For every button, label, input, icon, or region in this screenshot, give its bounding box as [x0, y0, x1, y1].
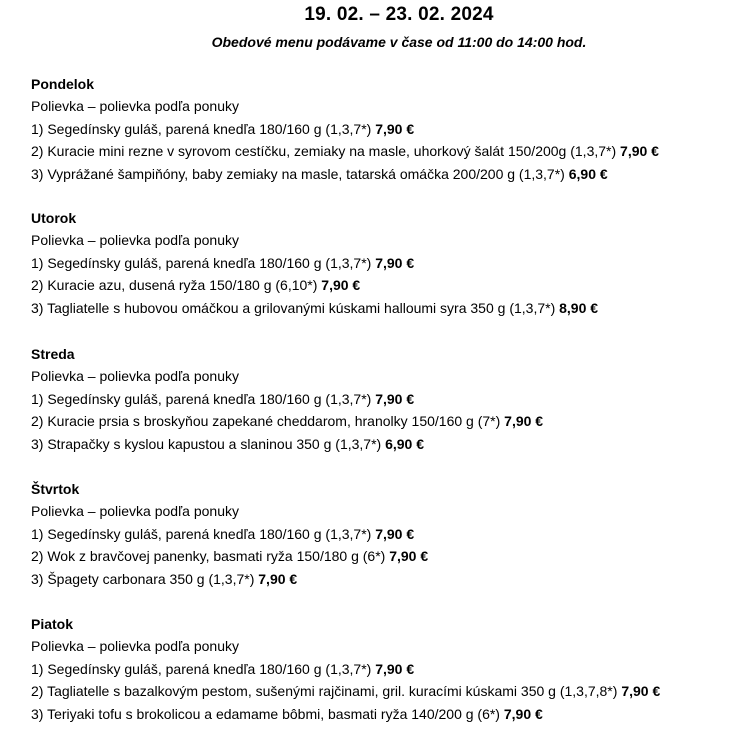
menu-item [31, 545, 731, 568]
menu-item-price: 6,90 € [385, 435, 425, 452]
day-heading: Pondelok [31, 76, 95, 92]
day-heading: Streda [31, 346, 75, 362]
day-heading: Piatok [31, 616, 74, 632]
soup-line: Polievka – polievka podľa ponuky [31, 98, 239, 114]
menu-item-text: 2) Tagliatelle s bazalkovým pestom, sušenými rajčinami, gril. kuracími kúskami 350 g (1,3,7,8*) [31, 683, 622, 699]
menu-item-price: 7,90 € [375, 120, 415, 137]
menu-item [31, 388, 731, 411]
menu-item-text: 3) Tagliatelle s hubovou omáčkou a grilovanými kúskami halloumi syra 350 g (1,3,7*) [31, 299, 560, 316]
menu-item-price: 7,90 € [321, 277, 361, 293]
day-heading: Štvrtok [31, 481, 80, 497]
day-section-streda [31, 343, 731, 455]
menu-item-text: 3) Špagety carbonara 350 g (1,3,7*) [31, 570, 259, 587]
menu-item [31, 433, 731, 456]
soup-line: Polievka – polievka podľa ponuky [31, 638, 239, 654]
soup-line: Polievka – polievka podľa ponuky [31, 503, 239, 519]
menu-item-price: 8,90 € [559, 299, 599, 316]
menu-item-price: 7,90 € [258, 570, 298, 587]
menu-item-price: 7,90 € [375, 254, 415, 271]
menu-item-text: 2) Kuracie prsia s broskyňou zapekané cheddarom, hranolky 150/160 g (7*) [31, 413, 505, 429]
menu-item-price: 7,90 € [503, 705, 543, 722]
menu-item-text: 3) Strapačky s kyslou kapustou a slaninou 350 g (1,3,7*) [31, 435, 386, 452]
menu-item-text: 1) Segedínsky guláš, parená knedľa 180/160 g (1,3,7*) [31, 525, 376, 542]
page-title: 19. 02. – 23. 02. 2024 [304, 4, 494, 25]
menu-item-price: 7,90 € [621, 683, 661, 699]
menu-item-price: 7,90 € [375, 660, 415, 677]
menu-item-price: 6,90 € [568, 165, 608, 182]
page-subtitle: Obedové menu podávame v čase od 11:00 do 14:00 hod. [211, 34, 587, 50]
menu-item [31, 274, 731, 297]
menu-item-price: 7,90 € [375, 390, 415, 407]
menu-item [31, 118, 731, 141]
soup-line: Polievka – polievka podľa ponuky [31, 368, 239, 384]
day-section-pondelok [31, 73, 731, 185]
menu-item-text: 2) Kuracie azu, dusená ryža 150/180 g (6,10*) [31, 277, 322, 293]
menu-item [31, 658, 731, 681]
menu-item-price: 7,90 € [620, 143, 659, 159]
menu-item [31, 163, 731, 186]
day-heading: Utorok [31, 210, 77, 226]
menu-item-text: 3) Vyprážané šampiňóny, baby zemiaky na masle, tatarská omáčka 200/200 g (1,3,7*) [31, 165, 569, 182]
menu-item [31, 410, 731, 433]
menu-item [31, 703, 731, 726]
menu-item [31, 680, 731, 703]
menu-item-text: 1) Segedínsky guláš, parená knedľa 180/160 g (1,3,7*) [31, 120, 376, 137]
menu-item-price: 7,90 € [504, 413, 544, 429]
menu-item [31, 523, 731, 546]
menu-item-price: 7,90 € [389, 548, 429, 564]
soup-line: Polievka – polievka podľa ponuky [31, 232, 239, 248]
menu-item [31, 297, 731, 320]
day-section-piatok [31, 613, 731, 725]
menu-item-price: 7,90 € [375, 525, 415, 542]
menu-item-text: 1) Segedínsky guláš, parená knedľa 180/160 g (1,3,7*) [31, 390, 376, 407]
menu-item [31, 252, 731, 275]
menu-item-text: 1) Segedínsky guláš, parená knedľa 180/160 g (1,3,7*) [31, 660, 376, 677]
menu-item [31, 568, 731, 591]
menu-item-text: 1) Segedínsky guláš, parená knedľa 180/160 g (1,3,7*) [31, 254, 376, 271]
day-section-stvrtok [31, 478, 731, 590]
menu-item-text: 3) Teriyaki tofu s brokolicou a edamame bôbmi, basmati ryža 140/200 g (6*) [31, 705, 504, 722]
menu-item [31, 140, 731, 163]
menu-item-text: 2) Wok z bravčovej panenky, basmati ryža 150/180 g (6*) [31, 548, 390, 564]
day-section-utorok [31, 207, 731, 319]
menu-item-text: 2) Kuracie mini rezne v syrovom cestíčku, zemiaky na masle, uhorkový šalát 150/200g (1,3,7*) [31, 143, 621, 159]
